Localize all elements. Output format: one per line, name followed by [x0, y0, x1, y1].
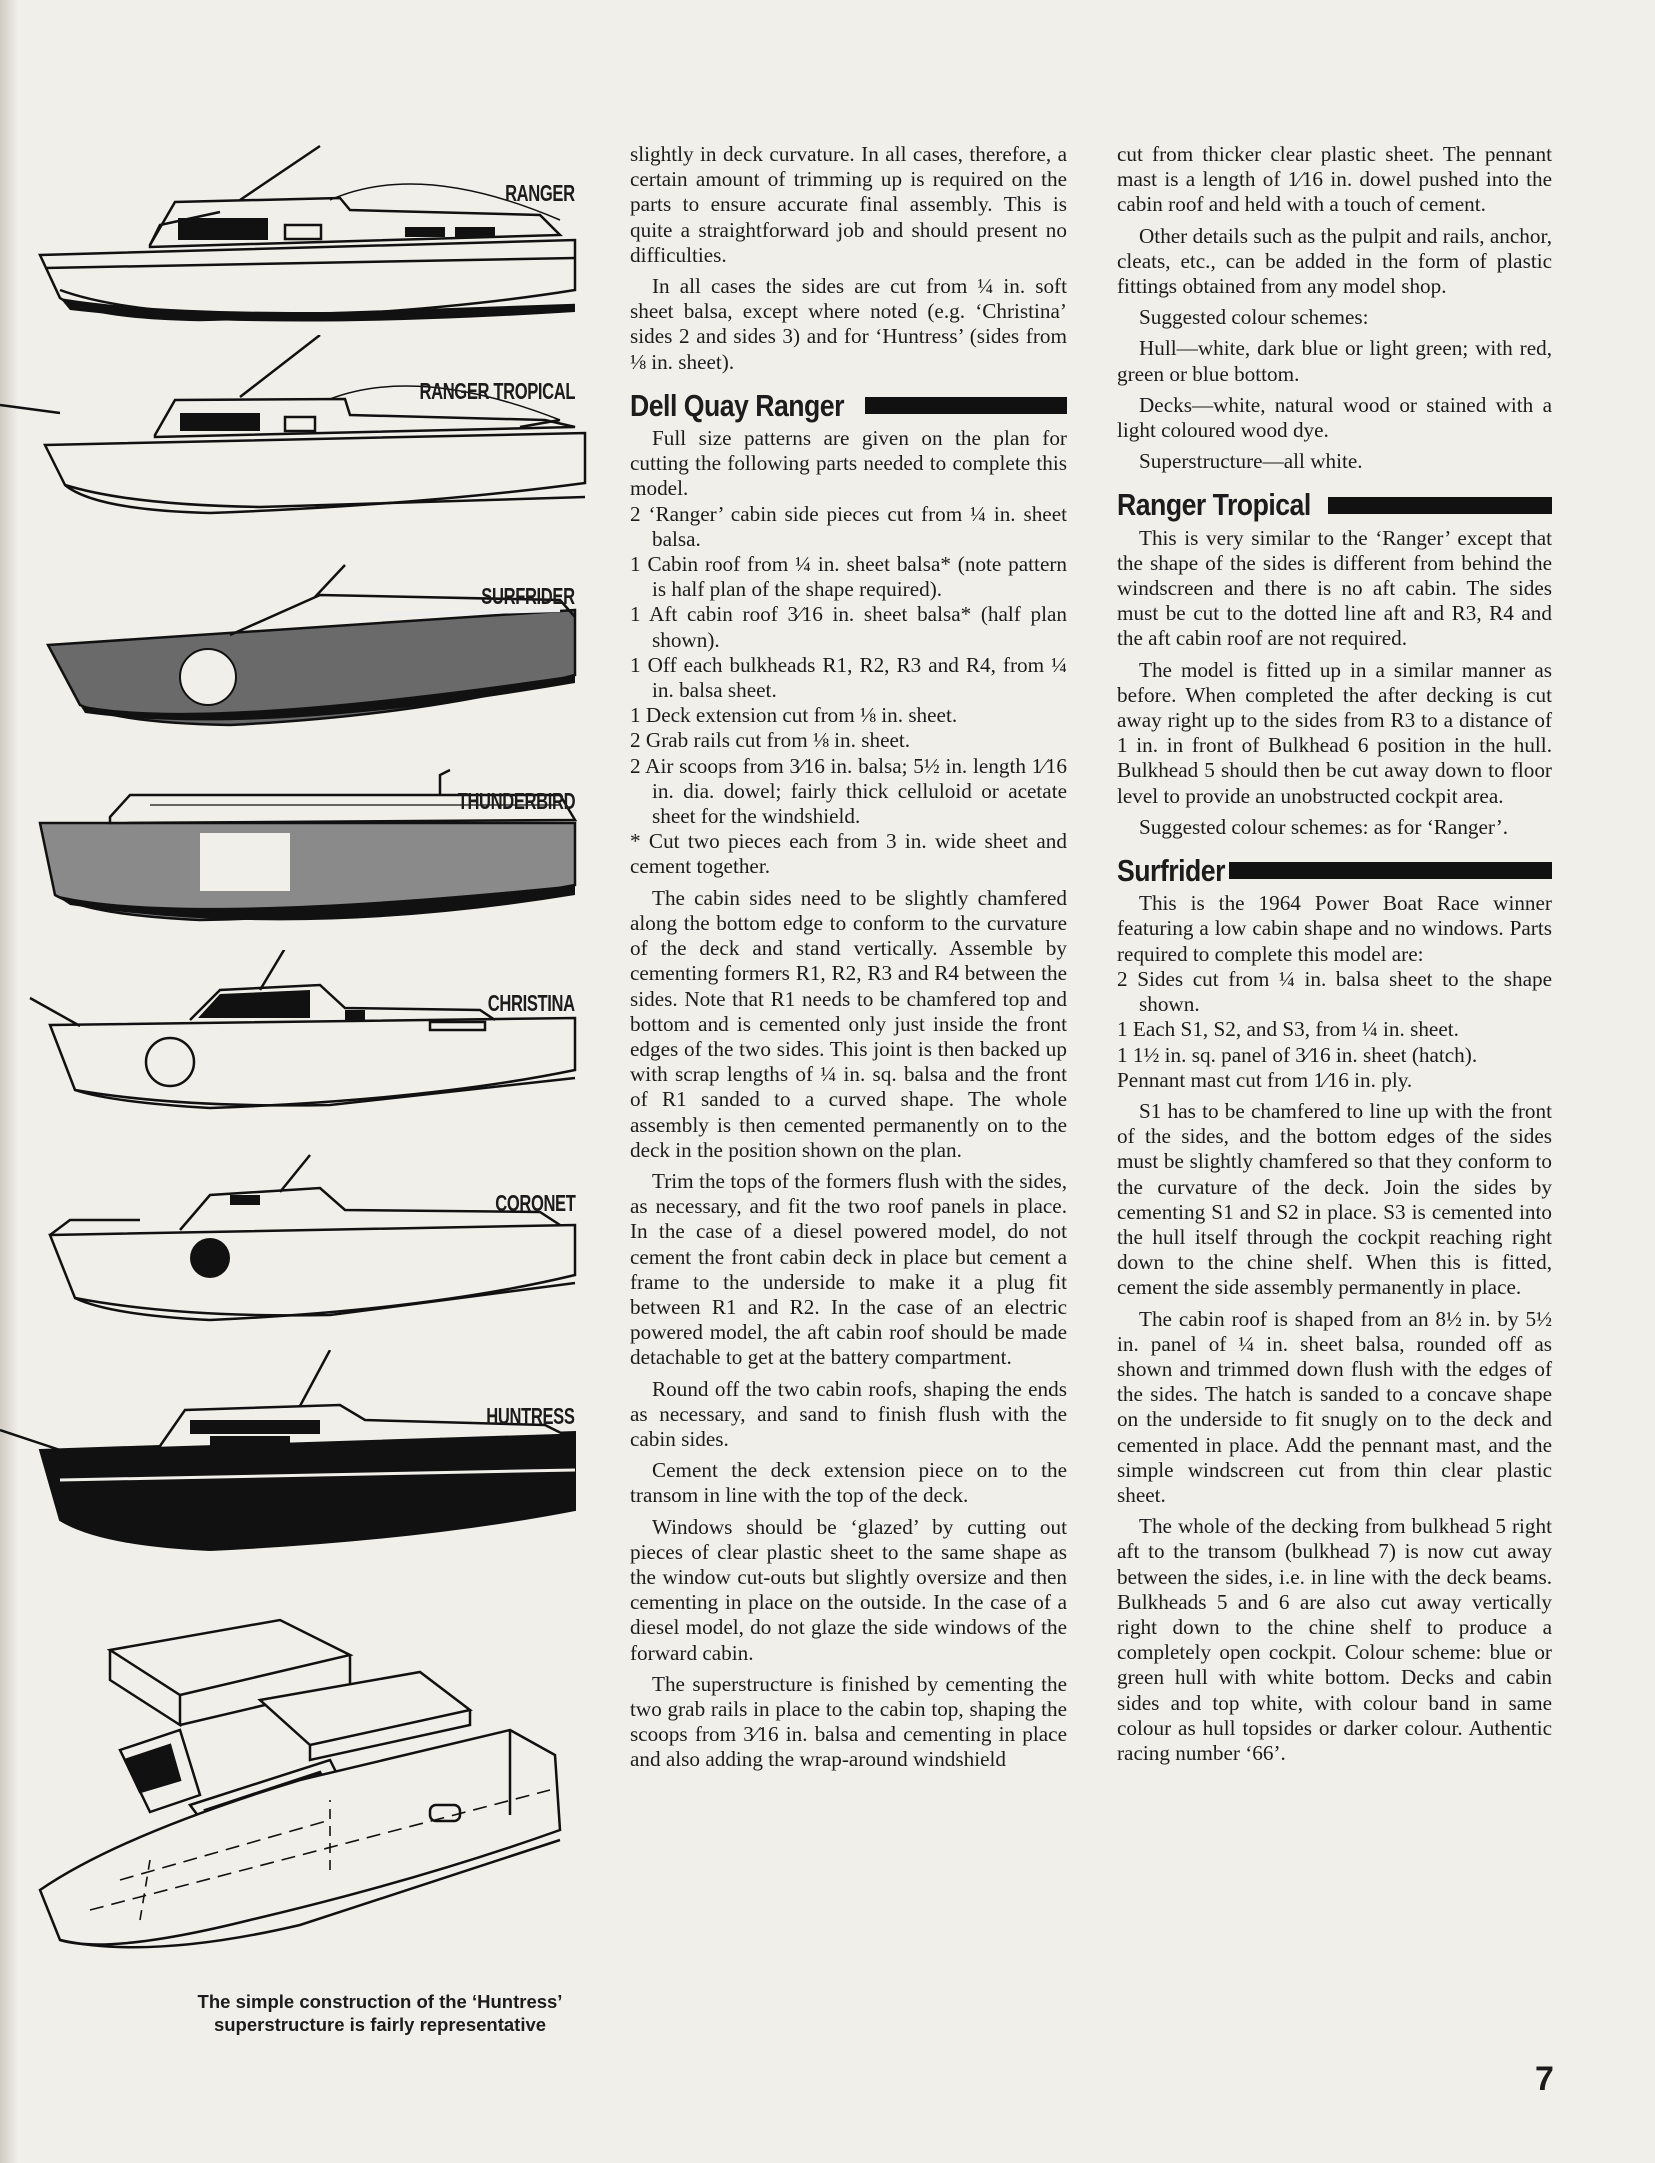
- construction-caption: The simple construction of the ‘Huntress’ superstructure is fairly representative: [197, 1991, 563, 2035]
- ranger-tropical-illustration: [0, 335, 600, 535]
- boat-label-surfrider: SURFRIDER: [481, 583, 575, 609]
- right-text-column: [1117, 142, 1552, 1772]
- parts-list-item: 1 Cabin roof from ¼ in. sheet balsa* (note pattern is half plan of the shape required).: [630, 552, 1067, 602]
- trim-paragraph: Trim the tops of the formers flush with the sides, as necessary, and fit the two roof panels in place. In the case of a diesel powered model, do not cement the front cabin deck in place but cement a frame to the underside to make it a plug fit between R1 and R2. In the case of an electric powered model, the aft cabin roof should be made detachable to get at the battery compartment.: [630, 1168, 1067, 1370]
- intro-paragraph-1: slightly in deck curvature. In all cases, therefore, a certain amount of trimming up is required on the parts to ensure accurate final assembly. This is quite a straightforward job and should present no difficulties.: [630, 142, 1067, 267]
- suggested-colour-heading: Suggested colour schemes:: [1139, 305, 1369, 330]
- cabin-sides-paragraph: The cabin sides need to be slightly chamfered along the bottom edge to conform to the curvature of the deck and stand vertically. Assemble by cementing formers R1, R2, R3 and R4 between the sides. Note that R1 needs to be chamfered top and bottom and is cemented only just inside the front edges of the two sides. This joint is then backed up with scrap lengths of ¼ in. sq. balsa and the front of R1 sanded to a curved shape. The whole assembly is then cemented permanently on to the deck in the position shown on the plan.: [630, 885, 1067, 1162]
- surfrider-paragraph-2: S1 has to be chamfered to line up with the front of the sides, and the bottom edges of the sides must be slightly chamfered so that they conform to the curvature of the deck. Join the sides by cementing S1 and S2 in place. S3 is cemented into the hull itself through the cockpit reaching right down to the chine shelf. When this is fitted, cement the side assembly permanently in place.: [1117, 1098, 1552, 1300]
- details-paragraph: Other details such as the pulpit and rails, anchor, cleats, etc., can be added in the form of plastic fittings obtained from any model shop.: [1117, 223, 1552, 299]
- huntress-illustration: [0, 1350, 600, 1570]
- boat-label-christina: CHRISTINA: [488, 990, 575, 1016]
- intro-paragraph-2: In all cases the sides are cut from ¼ in. soft sheet balsa, except where noted (e.g. ‘Christina’ sides 2 and sides 3) and for ‘Huntress’ (sides from ⅛ in. sheet).: [630, 274, 1067, 374]
- surfrider-parts-item: 2 Sides cut from ¼ in. balsa sheet to the shape shown.: [1117, 966, 1552, 1017]
- surfrider-parts-item: Pennant mast cut from 1⁄16 in. ply.: [1117, 1067, 1413, 1092]
- boat-label-ranger-tropical: RANGER TROPICAL: [419, 378, 575, 404]
- parts-list-item: 2 Air scoops from 3⁄16 in. balsa; 5½ in. length 1⁄16 in. dia. dowel; fairly thick celluloid or acetate sheet for the windshield.: [630, 753, 1067, 829]
- tropical-paragraph-1: This is very similar to the ‘Ranger’ except that the shape of the sides is different from behind the windscreen and there is no aft cabin. The sides must be cut to the dotted line aft and R3, R4 and the aft cabin roof are not required.: [1117, 525, 1552, 651]
- coronet-illustration: [0, 1150, 600, 1360]
- section-heading-surfrider: [1117, 853, 1552, 889]
- hull-colour-paragraph: Hull—white, dark blue or light green; with red, green or blue bottom.: [1117, 336, 1552, 386]
- boat-label-coronet: CORONET: [494, 1190, 575, 1216]
- page-number: 7: [1535, 2060, 1554, 2098]
- huntress-construction-diagram: [0, 1580, 600, 1980]
- tropical-paragraph-2: The model is fitted up in a similar manner as before. When completed the after decking is cut away right up to the sides from R3 to a distance of 1 in. in front of Bulkhead 6 position in the hull. Bulkhead 5 should then be cut away down to floor level to provide an unobstructed cockpit area.: [1117, 657, 1552, 808]
- deck-extension-paragraph: Cement the deck extension piece on to the transom in line with the top of the deck.: [630, 1458, 1067, 1508]
- heading-rule: [865, 397, 1067, 414]
- decks-colour-paragraph: Decks—white, natural wood or stained with a light coloured wood dye.: [1117, 392, 1552, 443]
- section-heading-text: Ranger Tropical: [1117, 487, 1311, 523]
- section-heading-text: Surfrider: [1117, 853, 1225, 889]
- windows-paragraph: Windows should be ‘glazed’ by cutting out pieces of clear plastic sheet to the same shape as the window cut-outs but slightly oversize and then cementing in place on the outside. In the case of a diesel model, do not glaze the side windows of the forward cabin.: [630, 1514, 1067, 1665]
- parts-list-item: 1 Deck extension cut from ⅛ in. sheet.: [630, 703, 958, 728]
- parts-list-item: 1 Off each bulkheads R1, R2, R3 and R4, from ¼ in. balsa sheet.: [630, 652, 1067, 703]
- middle-text-column: [630, 142, 1067, 1779]
- heading-rule: [1229, 862, 1552, 879]
- parts-list-item: 2 ‘Ranger’ cabin side pieces cut from ¼ in. sheet balsa.: [630, 501, 1067, 551]
- superstructure-colour-paragraph: Superstructure—all white.: [1139, 449, 1363, 474]
- surfrider-paragraph-3: The cabin roof is shaped from an 8½ in. by 5½ in. panel of ¼ in. sheet balsa, rounded off as shown and trimmed down flush with the edges of the sides. The hatch is sanded to a concave shape on the underside to fit snugly on to the deck and cemented in place. Add the pennant mast, and the simple windscreen cut from thin clear plastic sheet.: [1117, 1306, 1552, 1507]
- parts-footnote: * Cut two pieces each from 3 in. wide sheet and cement together.: [630, 829, 1067, 879]
- tropical-paragraph-3: Suggested colour schemes: as for ‘Ranger’.: [1139, 814, 1509, 839]
- parts-list-item: 2 Grab rails cut from ⅛ in. sheet.: [630, 728, 911, 753]
- surfrider-parts-item: 1 Each S1, S2, and S3, from ¼ in. sheet.: [1117, 1017, 1459, 1042]
- superstructure-paragraph: The superstructure is finished by cementing the two grab rails in place to the cabin top, shaping the scoops from 3⁄16 in. balsa and cementing in place and also adding the wrap-around windshield: [630, 1671, 1067, 1772]
- round-off-paragraph: Round off the two cabin roofs, shaping the ends as necessary, and sand to finish flush with the cabin sides.: [630, 1376, 1067, 1451]
- heading-rule: [1328, 497, 1552, 514]
- christina-illustration: [0, 950, 600, 1170]
- ranger-illustration: [0, 140, 600, 340]
- section-heading-dell-quay-ranger: [630, 387, 1067, 423]
- boat-label-ranger: RANGER: [505, 180, 575, 206]
- surfrider-paragraph-4: The whole of the decking from bulkhead 5 right aft to the transom (bulkhead 7) is now cut away between the sides, i.e. in line with the deck beams. Bulkheads 5 and 6 are also cut away vertically right down to the chine shelf to produce a completely open cockpit. Colour scheme: blue or green hull with white bottom. Decks and cabin sides and top white, with colour band in same colour as hull topsides or darker colour. Authentic racing number ‘66’.: [1117, 1514, 1552, 1765]
- continued-paragraph: cut from thicker clear plastic sheet. The pennant mast is a length of 1⁄16 in. dowel pushed into the cabin roof and held with a touch of cement.: [1117, 142, 1552, 217]
- boat-label-huntress: HUNTRESS: [486, 1403, 575, 1429]
- ranger-paragraph-1: Full size patterns are given on the plan for cutting the following parts needed to complete this model.: [630, 426, 1067, 501]
- thunderbird-illustration: [0, 755, 600, 965]
- boat-label-thunderbird: THUNDERBIRD: [457, 788, 575, 814]
- surfrider-parts-item: 1 1½ in. sq. panel of 3⁄16 in. sheet (hatch).: [1117, 1042, 1478, 1067]
- section-heading-text: Dell Quay Ranger: [630, 387, 844, 423]
- surfrider-paragraph-1: This is the 1964 Power Boat Race winner featuring a low cabin shape and no windows. Parts required to complete this model are:: [1117, 891, 1552, 966]
- section-heading-ranger-tropical: [1117, 487, 1552, 523]
- parts-list-item: 1 Aft cabin roof 3⁄16 in. sheet balsa* (half plan shown).: [630, 602, 1067, 652]
